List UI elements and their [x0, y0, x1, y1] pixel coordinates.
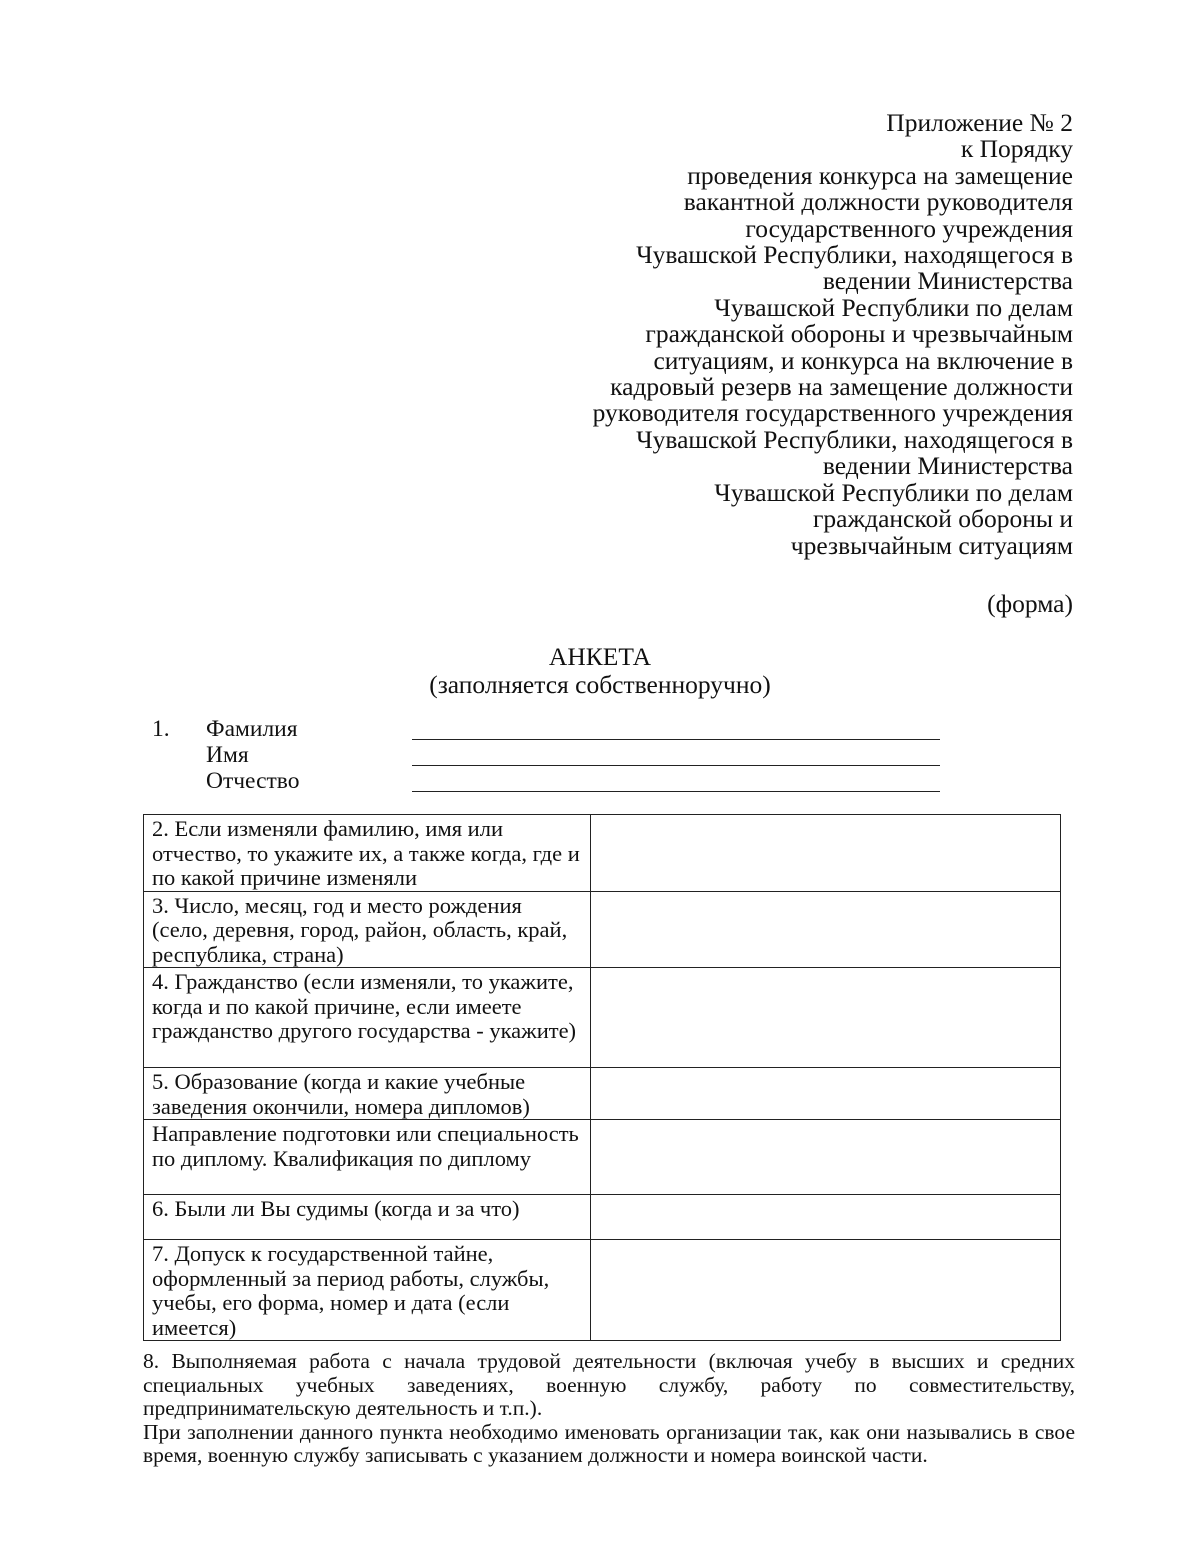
surname-field[interactable]	[412, 739, 940, 740]
form-label: (форма)	[987, 589, 1073, 618]
appendix-line: Приложение № 2	[886, 108, 1073, 137]
appendix-line: к Порядку	[960, 134, 1073, 164]
appendix-line: государственного учреждения	[745, 213, 1073, 243]
appendix-line: Чувашской Республики по делам	[714, 477, 1073, 507]
table-row	[144, 1120, 1061, 1195]
table-row	[144, 1240, 1061, 1341]
table-row	[144, 1068, 1061, 1120]
appendix-line: проведения конкурса на замещение	[687, 160, 1073, 190]
appendix-line: Чувашской Республики по делам	[714, 292, 1073, 322]
answer-cell[interactable]	[591, 891, 1061, 968]
question-cell: 5. Образование (когда и какие учебные заведения окончили, номера дипломов)	[144, 1068, 591, 1120]
table-row	[144, 1195, 1061, 1240]
questionnaire-table	[143, 814, 1061, 1341]
section-8-paragraph: 8. Выполняемая работа с начала трудовой деятельности (включая учебу в высших и средних специальных учебных заведениях, военную службу, работу по совместительству, предпринимательскую деятельность и т.п.).	[143, 1349, 1075, 1420]
section-8	[143, 1350, 1075, 1468]
question-cell: 6. Были ли Вы судимы (когда и за что)	[144, 1195, 591, 1240]
appendix-line: ведении Министерства	[822, 266, 1073, 296]
patronymic-label: Отчество	[206, 768, 300, 794]
page-title: АНКЕТА	[548, 642, 652, 671]
appendix-line: ведении Министерства	[822, 451, 1073, 481]
patronymic-field[interactable]	[412, 791, 940, 792]
question-cell: 2. Если изменяли фамилию, имя или отчество, то укажите их, а также когда, где и по какой причине изменяли	[144, 815, 591, 892]
appendix-line: ситуациям, и конкурса на включение в	[653, 345, 1073, 375]
first-name-field[interactable]	[412, 765, 940, 766]
answer-cell[interactable]	[591, 1195, 1061, 1240]
table-row	[144, 815, 1061, 892]
surname-label: Фамилия	[206, 716, 298, 742]
question-number: 1.	[152, 716, 170, 742]
title-block	[0, 643, 1200, 699]
answer-cell[interactable]	[591, 1120, 1061, 1195]
page-subtitle: (заполняется собственноручно)	[429, 670, 771, 699]
appendix-line: Чувашской Республики, находящегося в	[636, 240, 1073, 270]
patronymic-row	[206, 768, 1006, 794]
appendix-line: гражданской обороны и	[812, 504, 1073, 534]
table-row	[144, 891, 1061, 968]
table-row	[144, 968, 1061, 1068]
appendix-line: кадровый резерв на замещение должности	[610, 372, 1073, 402]
first-name-label: Имя	[206, 742, 249, 768]
answer-cell[interactable]	[591, 1068, 1061, 1120]
question-cell: 7. Допуск к государственной тайне, оформленный за период работы, службы, учебы, его форма, номер и дата (если имеется)	[144, 1240, 591, 1341]
first-name-row	[206, 742, 1006, 768]
answer-cell[interactable]	[591, 968, 1061, 1068]
appendix-line: гражданской обороны и чрезвычайным	[645, 319, 1073, 349]
appendix-line: руководителя государственного учреждения	[592, 398, 1073, 428]
appendix-header	[513, 110, 1073, 559]
answer-cell[interactable]	[591, 1240, 1061, 1341]
section-8-note: При заполнении данного пункта необходимо именовать организации так, как они назывались в свое время, военную службу записывать с указанием должности и номера воинской части.	[143, 1419, 1075, 1467]
question-cell: 4. Гражданство (если изменяли, то укажите, когда и по какой причине, если имеете гражданство другого государства - укажите)	[144, 968, 591, 1068]
appendix-line: вакантной должности руководителя	[683, 187, 1073, 217]
question-cell: Направление подготовки или специальность по диплому. Квалификация по диплому	[144, 1120, 591, 1195]
question-cell: 3. Число, месяц, год и место рождения (село, деревня, город, район, область, край, республика, страна)	[144, 891, 591, 968]
answer-cell[interactable]	[591, 815, 1061, 892]
appendix-line: чрезвычайным ситуациям	[790, 530, 1073, 560]
appendix-line: Чувашской Республики, находящегося в	[636, 424, 1073, 454]
surname-row	[206, 716, 1006, 742]
